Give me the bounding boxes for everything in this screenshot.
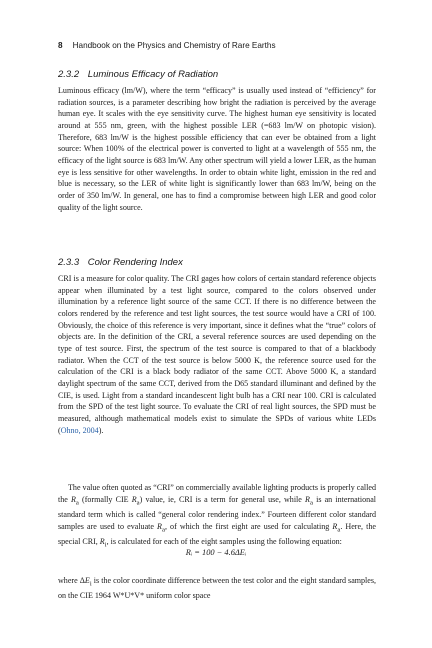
symbol-r: R [332,521,338,531]
text-run: where Δ [58,576,85,586]
page-number: 8 [58,41,63,50]
symbol-r: R [99,536,105,546]
text-run: ) value, ie, CRI is a term for general use, while [139,494,306,504]
symbol-subscript: i [104,541,107,549]
symbol-r: R [71,494,76,504]
text-run: , is calculated for each of the eight samples using the following equation: [106,536,342,546]
text-run: is the color coordinate difference between the test color and the eight standard samples, on the CIE 1964 W*U*V* uniform color space [58,576,376,601]
symbol-r: R [305,494,310,504]
paragraph-text-end: ). [98,425,104,435]
symbol-subscript: a [309,499,313,507]
paragraph-cri-definition [58,273,376,436]
section-number: 2.3.3 [58,257,80,268]
section-number: 2.3.2 [58,69,80,80]
section-heading-2-3-3 [58,257,183,268]
symbol-subscript: a [161,526,165,534]
paragraph-ra-value [58,482,376,551]
paragraph-delta-e [58,575,376,602]
section-title: Luminous Efficacy of Radiation [87,69,219,80]
paragraph-text: CRI is a measure for color quality. The CRI gages how colors of certain standard reference objects appear when illuminated by a test light source, compared to the colors observed under illumination by a reference light source of the same CCT. If there is no difference between the colors rendered by the reference and test light sources, the test source would have a CRI of 100. Obviously, the choice of this reference is very important, since it defines what the “true” colors of objects are. In the definition of the CRI, a several reference sources are used depending on the type of test source. First, the spectrum of the test source is compared to that of a blackbody radiator. When the CCT of the test source is below 5000 K, the reference source used for the calculation of the CRI is a black body radiator of the same CCT. Above 5000 K, a standard daylight spectrum of the same CCT, derived from the D65 standard illuminant and defined by the CIE, is used. Light from a standard incandescent light bulb has a CRI near 100. CRI is calculated from the SPD of the test light source. To evaluate the CRI of real light sources, the SPD must be measured, although mathematical models exist to simulate the SPDs of various white LEDs ( [58,274,376,435]
section-title: Color Rendering Index [87,257,183,268]
symbol-e: E [84,576,90,586]
text-run: . Here, the special CRI, [58,521,376,546]
symbol-r: R [131,494,137,504]
text-run: is an international standard term which is called “general color rendering index.” Fourteen different color standard samples are used to evaluate [58,494,377,531]
running-header [58,41,378,50]
citation-link[interactable]: Ohno, 2004 [60,425,99,435]
equation-cri: Rᵢ = 100 − 4.6ΔEᵢ [185,548,247,557]
symbol-subscript: a [75,499,79,507]
symbol-subscript: a [136,499,140,507]
symbol-subscript: i [89,580,92,588]
symbol-r: R [157,521,162,531]
text-run: The value often quoted as “CRI” on commercially available lighting products is properly called the [58,483,376,504]
text-run: , of which the first eight are used for calculating [164,521,333,531]
symbol-subscript: a [337,526,341,534]
running-title: Handbook on the Physics and Chemistry of Rare Earths [72,41,276,50]
section-heading-2-3-2 [58,69,218,80]
text-run: (formally CIE [78,494,132,504]
paragraph-luminous-efficacy: Luminous efficacy (lm/W), where the term “efficacy” is usually used instead of “efficiency” for radiation sources, is a parameter describing how bright the radiation is perceived by the average human eye. It scales with the eye sensitivity curve. The highest human eye sensitivity is located around at 555 nm, green, with the highest possible LER (=683 lm/W on photopic vision). Therefore, 683 lm/W is the highest possible efficiency that can ever be obtained from a light source: When 100% of the electrical power is converted to light at a wavelength of 555 nm, the efficacy of the light source is 683 lm/W. Any other spectrum will yield a lower LER, as the human eye is less sensitive for other wavelengths. In order to obtain white light, emission in the red and blue is necessary, so the LER of white light is significantly lower than 683 lm/W, being on the order of 350 lm/W. In general, one has to find a compromise between high LER and good color quality of the light source. [58,86,376,212]
